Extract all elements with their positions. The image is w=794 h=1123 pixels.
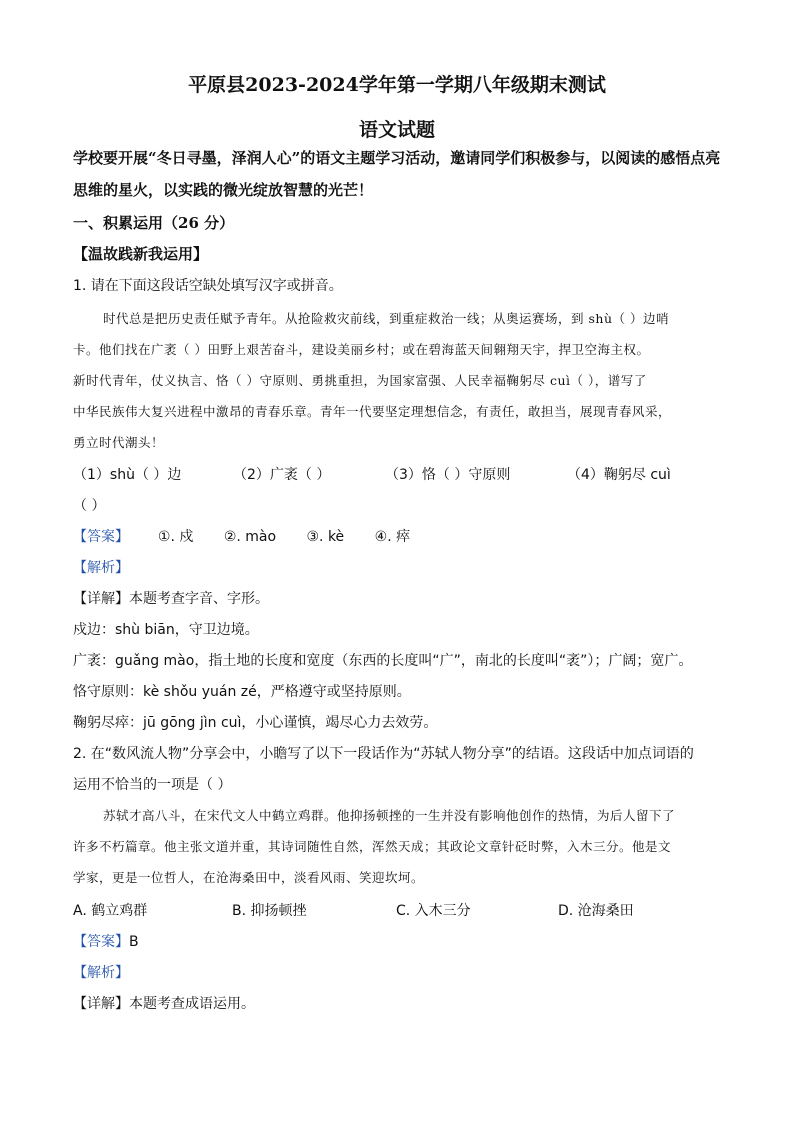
option-a: A. 鹤立鸡群: [73, 903, 148, 919]
explanation-line: 广袤：guǎng mào，指土地的长度和宽度（东西的长度叫“广”，南北的长度叫“袤”）；广阔；宽广。: [73, 653, 693, 669]
q2-passage-line: 学家，更是一位哲人，在沧海桑田中，淡看风雨、笑迎坎坷。: [73, 870, 425, 885]
detail-label: 【详解】: [73, 591, 129, 607]
option-d: D. 沧海桑田: [558, 903, 634, 919]
option-b: B. 抑扬顿挫: [232, 903, 307, 919]
q1-stem: 1. 请在下面这段话空缺处填写汉字或拼音。: [73, 278, 343, 294]
q1-passage-line: 新时代青年，仗义执言、恪（ ）守原则、勇挑重担，为国家富强、人民幸福鞠躬尽 cuì（ ），谱写了: [73, 373, 647, 388]
analysis-label: 【解析】: [73, 965, 129, 981]
answer-label: 【答案】: [73, 934, 129, 950]
explanation-line: 恪守原则：kè shǒu yuán zé，严格遵守或坚持原则。: [73, 684, 411, 700]
answer-label: 【答案】: [73, 529, 129, 545]
q2-passage-line: 许多不朽篇章。他主张文道并重，其诗词随性自然，浑然天成；其政论文章针砭时弊，入木三分。他是文: [73, 839, 672, 854]
q1-passage-line: 勇立时代潮头！: [73, 435, 165, 450]
q2-stem-line: 运用不恰当的一项是（ ）: [73, 777, 232, 793]
q1-blank: （4）鞠躬尽 cuì: [567, 467, 671, 483]
answer-value: B: [129, 934, 139, 950]
q1-blank: （3）恪（ ）守原则: [385, 467, 511, 483]
q1-passage-line: 卡。他们找在广袤（ ）田野上艰苦奋斗，建设美丽乡村；或在碧海蓝天间翱翔天宇，捍卫空海主权。: [73, 342, 650, 357]
intro-paragraph: 学校要开展“冬日寻墨，泽润人心”的语文主题学习活动，邀请同学们积极参与，以阅读的感悟点亮思维的星火，以实践的微光绽放智慧的光芒！: [73, 149, 721, 199]
q1-detail: [73, 588, 269, 608]
subsection-heading: 【温故践新我运用】: [73, 245, 209, 263]
q1-blank: （1）shù（ ）边: [73, 467, 182, 483]
option-c: C. 入木三分: [396, 903, 471, 919]
detail-label: 【详解】: [73, 996, 129, 1012]
detail-text: 本题考查成语运用。: [129, 996, 255, 1012]
answer-item: ④. 瘁: [374, 529, 411, 545]
explanation-line: 戍边：shù biān，守卫边境。: [73, 622, 259, 638]
exam-title: 平原县2023-2024学年第一学期八年级期末测试: [188, 74, 606, 96]
section-heading: 一、积累运用（26 分）: [73, 214, 235, 232]
q1-blank: （2）广袤（ ）: [233, 467, 331, 483]
q2-answer-row: [73, 931, 139, 951]
exam-subtitle: 语文试题: [358, 119, 435, 141]
q1-answer-row: [73, 526, 436, 546]
explanation-line: 鞠躬尽瘁：jū gōng jìn cuì，小心谨慎，竭尽心力去效劳。: [73, 715, 438, 731]
q2-detail: [73, 993, 255, 1013]
analysis-label: 【解析】: [73, 560, 129, 576]
answer-item: ①. 戍: [157, 529, 194, 545]
q2-stem-line: 2. 在“数风流人物”分享会中，小瞻写了以下一段话作为“苏轼人物分享”的结语。这段话中加点词语的: [73, 746, 694, 762]
q2-passage-line: 苏轼才高八斗，在宋代文人中鹤立鸡群。他抑扬顿挫的一生并没有影响他创作的热情，为后人留下了: [103, 808, 676, 823]
q1-blank: （ ）: [73, 498, 106, 514]
detail-text: 本题考查字音、字形。: [129, 591, 269, 607]
answer-item: ②. mào: [223, 529, 277, 545]
q1-passage-line: 中华民族伟大复兴进程中激昂的青春乐章。青年一代要坚定理想信念，有责任，敢担当，展现青春风采，: [73, 404, 672, 419]
answer-item: ③. kè: [306, 529, 345, 545]
q1-passage-line: 时代总是把历史责任赋予青年。从抢险救灾前线，到重症救治一线；从奥运赛场，到 shù（ ）边哨: [103, 311, 669, 326]
